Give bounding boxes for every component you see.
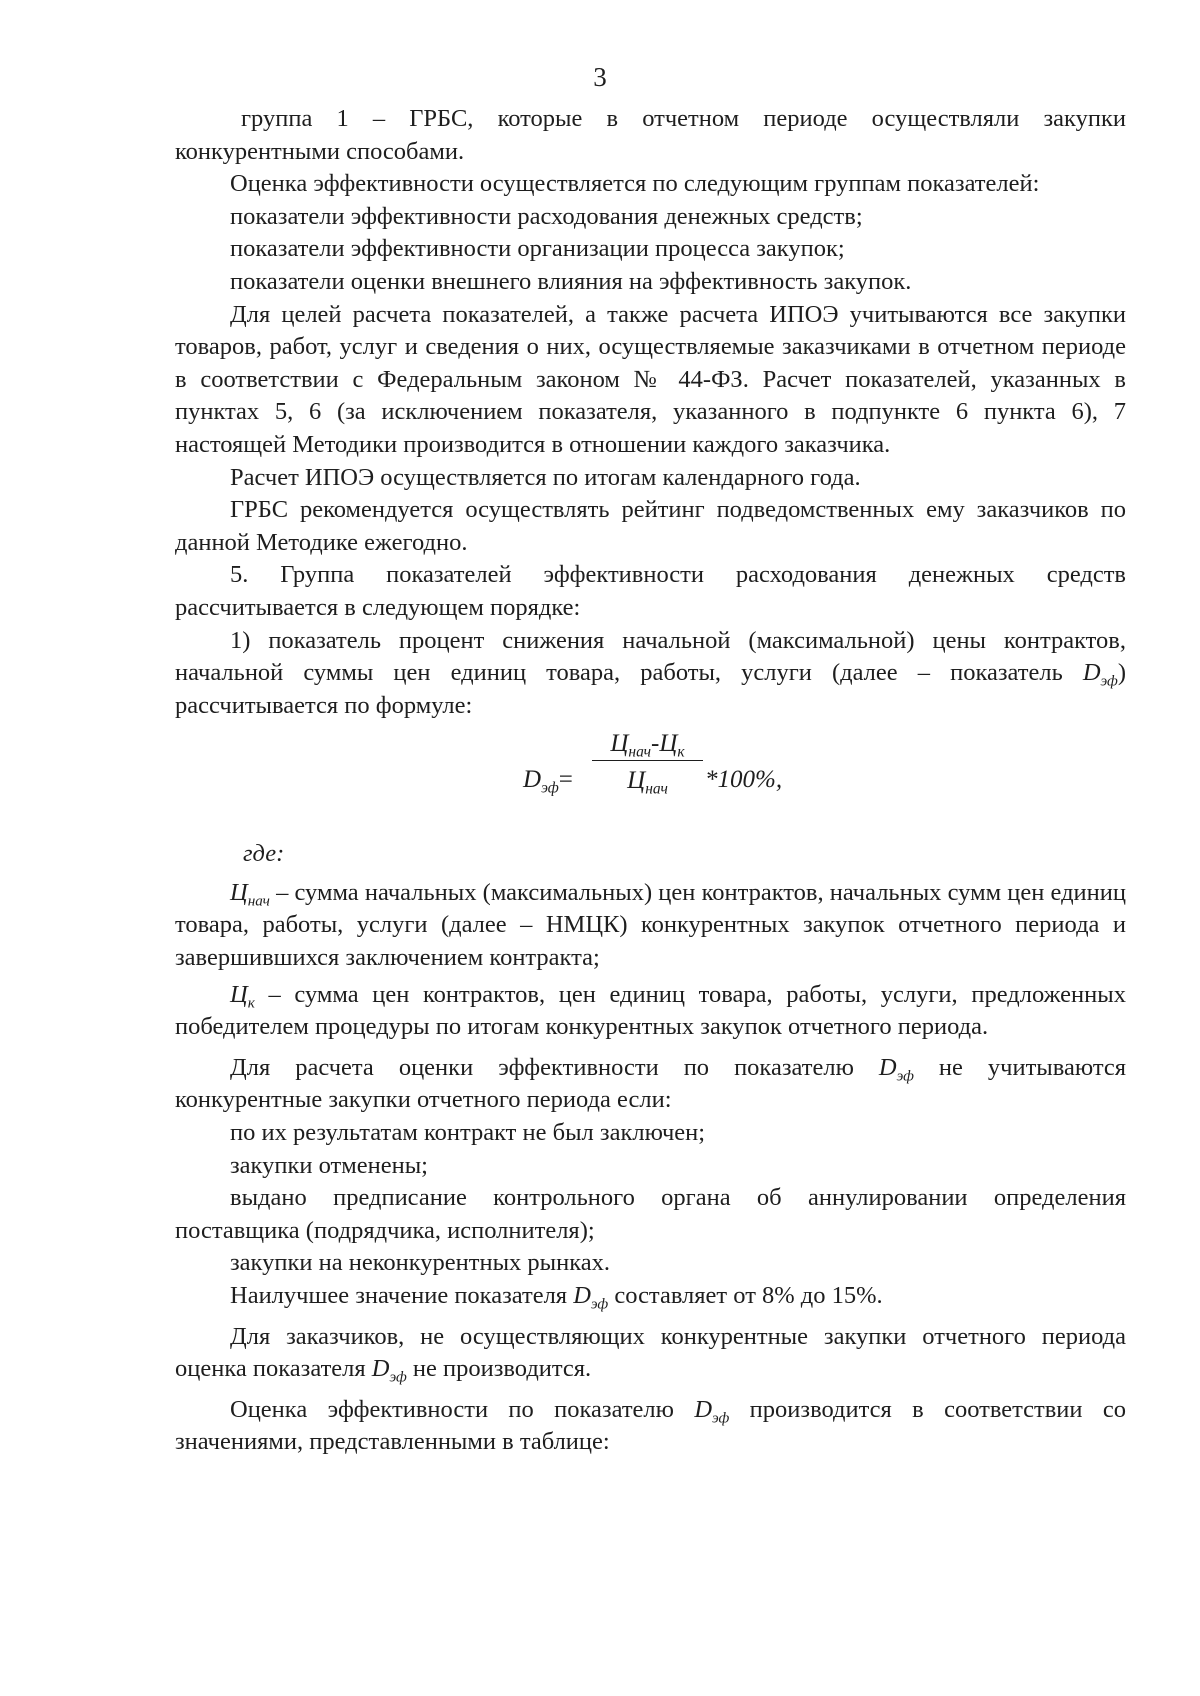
list-item-annulment: выдано предписание контрольного органа об аннулировании определения поставщика (подрядчика, исполнителя);: [175, 1184, 1126, 1244]
formula-lhs: $D_{эф}=$: [523, 766, 573, 797]
paragraph-exclusions: Для расчета оценки эффективности по показателю $D_{эф}$ не учитываются конкурентные закупки отчетного периода если:: [175, 1053, 1126, 1114]
symbol-c-k: $Ц_к$: [230, 980, 255, 1011]
paragraph-group-1: группа 1 – ГРБС, которые в отчетном периоде осуществляли закупки конкурентными способами.: [175, 105, 1126, 165]
list-item-process-efficiency: показатели эффективности организации процесса закупок;: [230, 235, 845, 263]
symbol-c-nach: $Ц_{нач}$: [230, 878, 270, 910]
symbol-d-eff: $D_{эф}$: [694, 1395, 730, 1427]
page-number: 3: [593, 62, 607, 92]
list-item-external-influence: показатели оценки внешнего влияния на эффективность закупок.: [230, 267, 912, 295]
paragraph-section-5: 5. Группа показателей эффективности расходования денежных средств рассчитывается в следующем порядке:: [175, 561, 1126, 621]
list-item-non-competitive: закупки на неконкурентных рынках.: [230, 1249, 611, 1277]
list-item-no-contract: по их результатам контракт не был заключен;: [230, 1119, 706, 1147]
definition-c-k: $Ц_к$ – сумма цен контрактов, цен единиц товара, работы, услуги, предложенных победителем процедуры по итогам конкурентных закупок отчетного периода.: [175, 980, 1126, 1041]
paragraph-calculation-scope: Для целей расчета показателей, а также расчета ИПОЭ учитываются все закупки товаров, работ, услуг и сведения о них, осуществляемые заказчиками в отчетном периоде в соответствии с Федеральным законом № 44-ФЗ. Расчет показателей, указанных в пунктах 5, 6 (за исключением показателя, указанного в подпункте 6 пункта 6), 7 настоящей Методики производится в отношении каждого заказчика.: [175, 300, 1126, 458]
formula-numerator: $Ц_{нач}-Ц_к$: [592, 730, 703, 761]
paragraph-rating: ГРБС рекомендуется осуществлять рейтинг подведомственных ему заказчиков по данной Методике ежегодно.: [175, 496, 1126, 556]
document-body: [175, 103, 1126, 1459]
paragraph-indicator-1: 1) показатель процент снижения начальной (максимальной) цены контрактов, начальной суммы цен единиц товара, работы, услуги (далее – показатель $D_{эф}$) рассчитывается по формуле:: [175, 626, 1126, 719]
formula-denominator: $Ц_{нач}$: [627, 767, 668, 798]
list-item-spending-efficiency: показатели эффективности расходования денежных средств;: [230, 202, 863, 230]
paragraph-best-value: Наилучшее значение показателя $D_{эф}$ составляет от 8% до 15%.: [230, 1282, 883, 1313]
definition-c-nach: $Ц_{нач}$ – сумма начальных (максимальных) цен контрактов, начальных сумм цен единиц товара, работы, услуги (далее – НМЦК) конкурентных закупок отчетного периода и завершившихся заключением контракта;: [175, 878, 1126, 972]
list-item-cancelled: закупки отменены;: [230, 1151, 428, 1179]
where-label: где:: [243, 840, 285, 868]
formula-fraction: [592, 730, 703, 798]
paragraph-no-competitive: Для заказчиков, не осуществляющих конкурентные закупки отчетного периода оценка показателя $D_{эф}$ не производится.: [175, 1322, 1126, 1386]
formula-d-eff: [175, 730, 1126, 826]
symbol-d-eff: $D_{эф}$: [878, 1053, 914, 1085]
paragraph-table-reference: Оценка эффективности по показателю $D_{эф}$ производится в соответствии со значениями, представленными в таблице:: [175, 1395, 1126, 1456]
symbol-d-eff: $D_{эф}$: [371, 1355, 407, 1386]
paragraph-calendar-year: Расчет ИПОЭ осуществляется по итогам календарного года.: [230, 463, 861, 491]
paragraph-indicator-groups: Оценка эффективности осуществляется по следующим группам показателей:: [230, 170, 1040, 198]
symbol-d-eff: $D_{эф}$: [573, 1282, 609, 1313]
formula-rhs: *100%,: [705, 766, 783, 794]
symbol-d-eff: $D_{эф}$: [1082, 659, 1118, 690]
